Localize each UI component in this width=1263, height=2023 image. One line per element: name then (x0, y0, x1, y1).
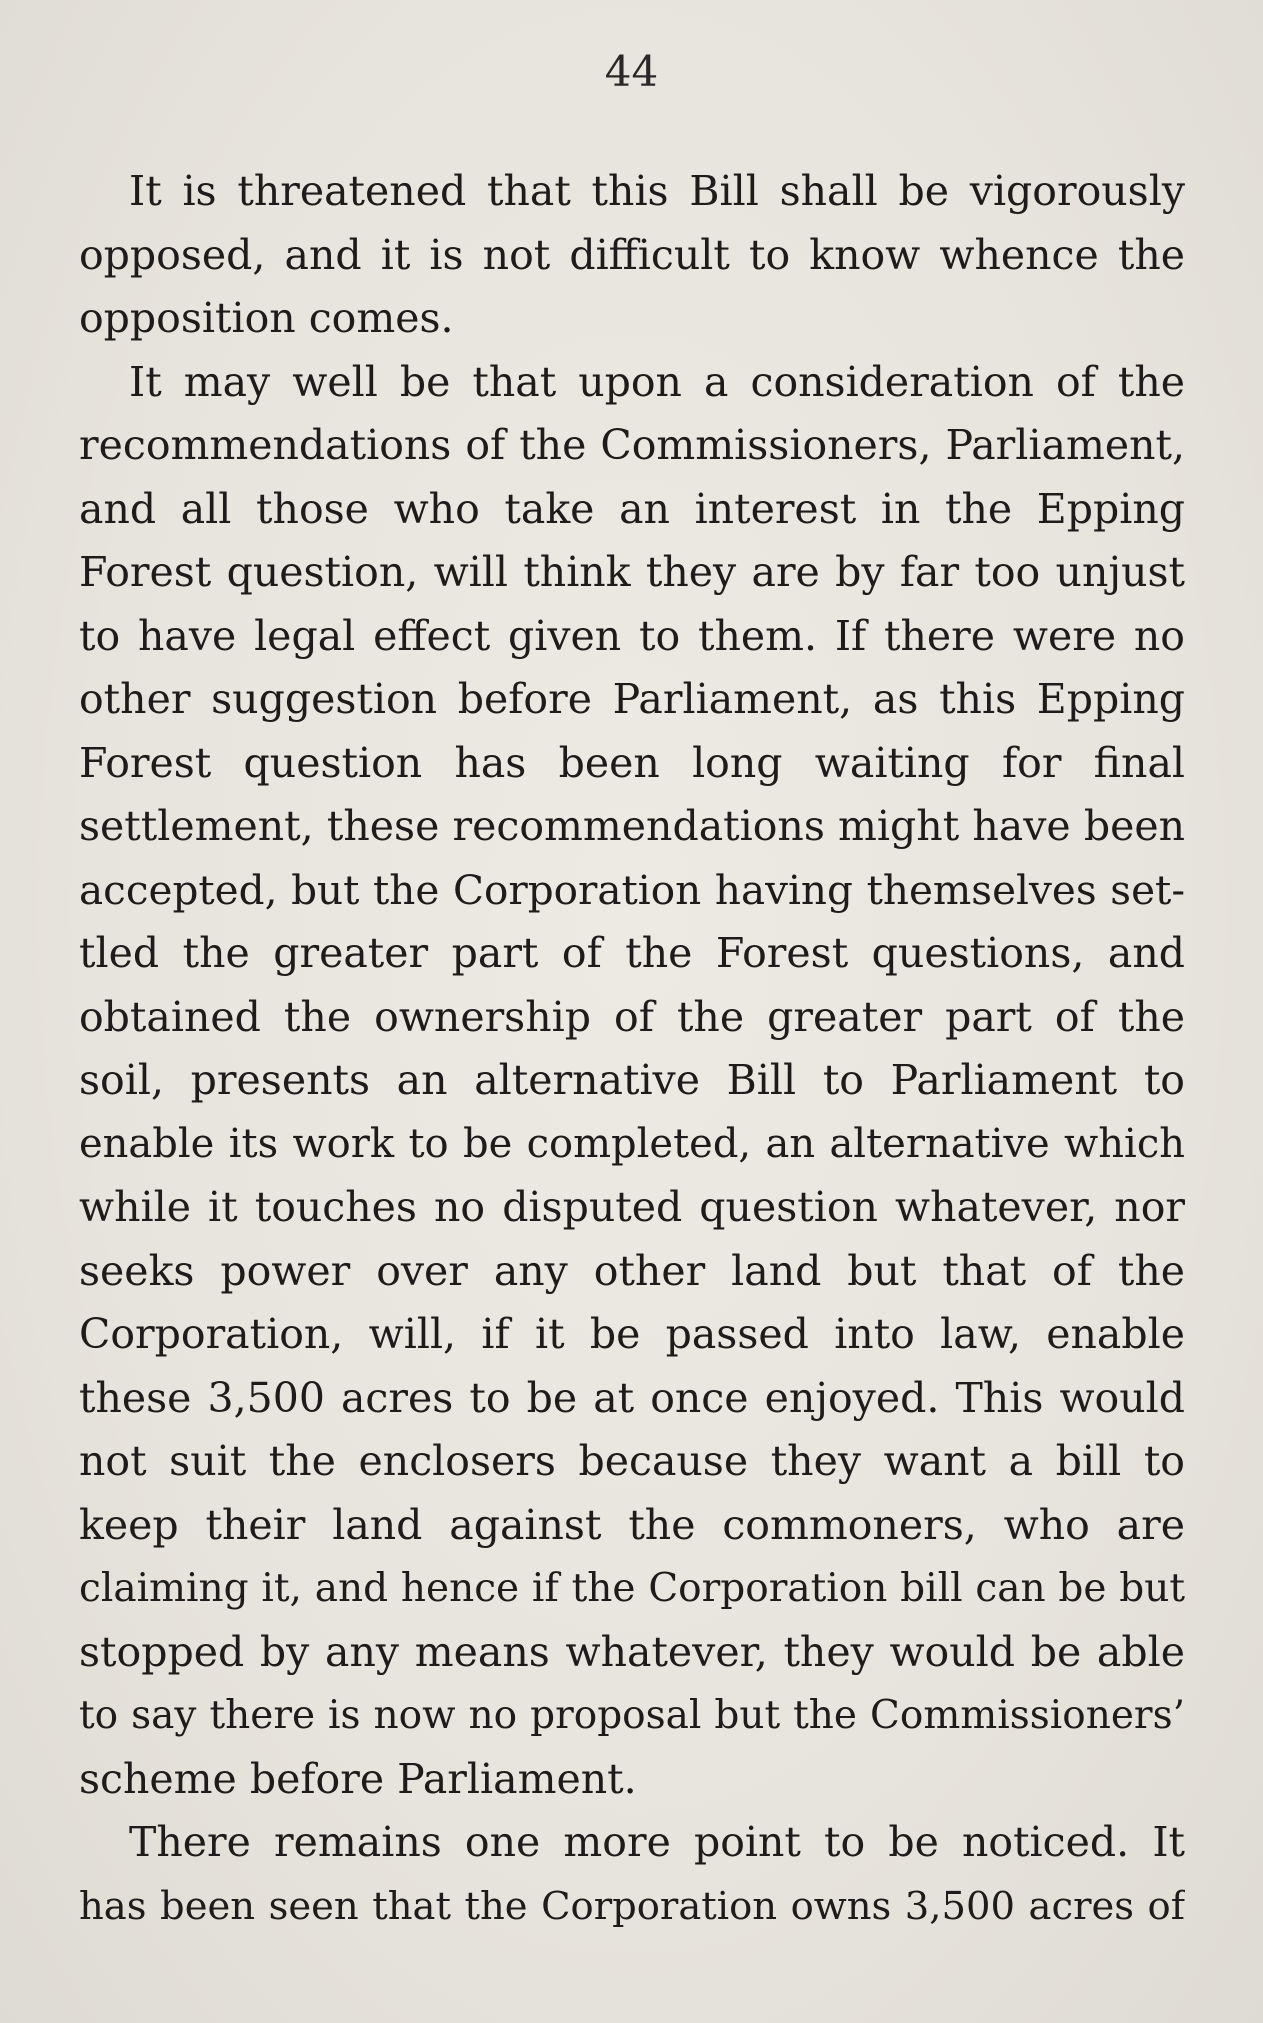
text-line: obtained the ownership of the greater part of the (79, 992, 1185, 1041)
text-line: to say there is now no proposal but the Commissioners’ (79, 1693, 1185, 1738)
text-line: Forest question has been long waiting for final (79, 738, 1185, 787)
text-line: keep their land against the commoners, who are (79, 1500, 1185, 1549)
text-line: accepted, but the Corporation having themselves set- (79, 865, 1185, 914)
text-line: recommendations of the Commissioners, Parliament, (79, 421, 1185, 469)
text-line: these 3,500 acres to be at once enjoyed. This would (79, 1373, 1185, 1422)
text-line: soil, presents an alternative Bill to Parliament to (79, 1056, 1185, 1104)
text-line: It is threatened that this Bill shall be vigorously (129, 167, 1185, 215)
paragraph-3 (79, 1811, 1185, 1938)
text-line: seeks power over any other land but that of the (79, 1246, 1185, 1295)
page-number: 44 (604, 47, 659, 96)
text-line: while it touches no disputed question whatever, nor (79, 1183, 1185, 1231)
text-line: enable its work to be completed, an alternative which (79, 1120, 1185, 1167)
text-line: has been seen that the Corporation owns 3,500 acres of (79, 1883, 1185, 1929)
text-line: stopped by any means whatever, they would be able (79, 1627, 1185, 1676)
body-text (79, 160, 1185, 1938)
text-line: scheme before Parliament. (79, 1754, 637, 1803)
text-line: other suggestion before Parliament, as this Epping (79, 675, 1185, 723)
text-line: There remains one more point to be noticed. It (129, 1818, 1185, 1866)
text-line: not suit the enclosers because they want a bill to (79, 1437, 1185, 1485)
text-line: Forest question, will think they are by far too unjust (79, 548, 1185, 596)
text-line: tled the greater part of the Forest questions, and (79, 929, 1185, 977)
text-line: settlement, these recommendations might have been (79, 802, 1185, 850)
text-line: and all those who take an interest in the Epping (79, 484, 1185, 533)
text-line: Corporation, will, if it be passed into law, enable (79, 1310, 1185, 1358)
text-line: claiming it, and hence if the Corporation bill can be but (79, 1566, 1185, 1611)
text-line: opposed, and it is not difficult to know whence the (79, 230, 1185, 279)
paragraph-2 (79, 351, 1185, 1812)
text-line: opposition comes. (79, 294, 454, 342)
paragraph-1 (79, 160, 1185, 351)
text-line: It may well be that upon a consideration of the (129, 357, 1185, 406)
text-line: to have legal effect given to them. If there were no (79, 611, 1185, 660)
